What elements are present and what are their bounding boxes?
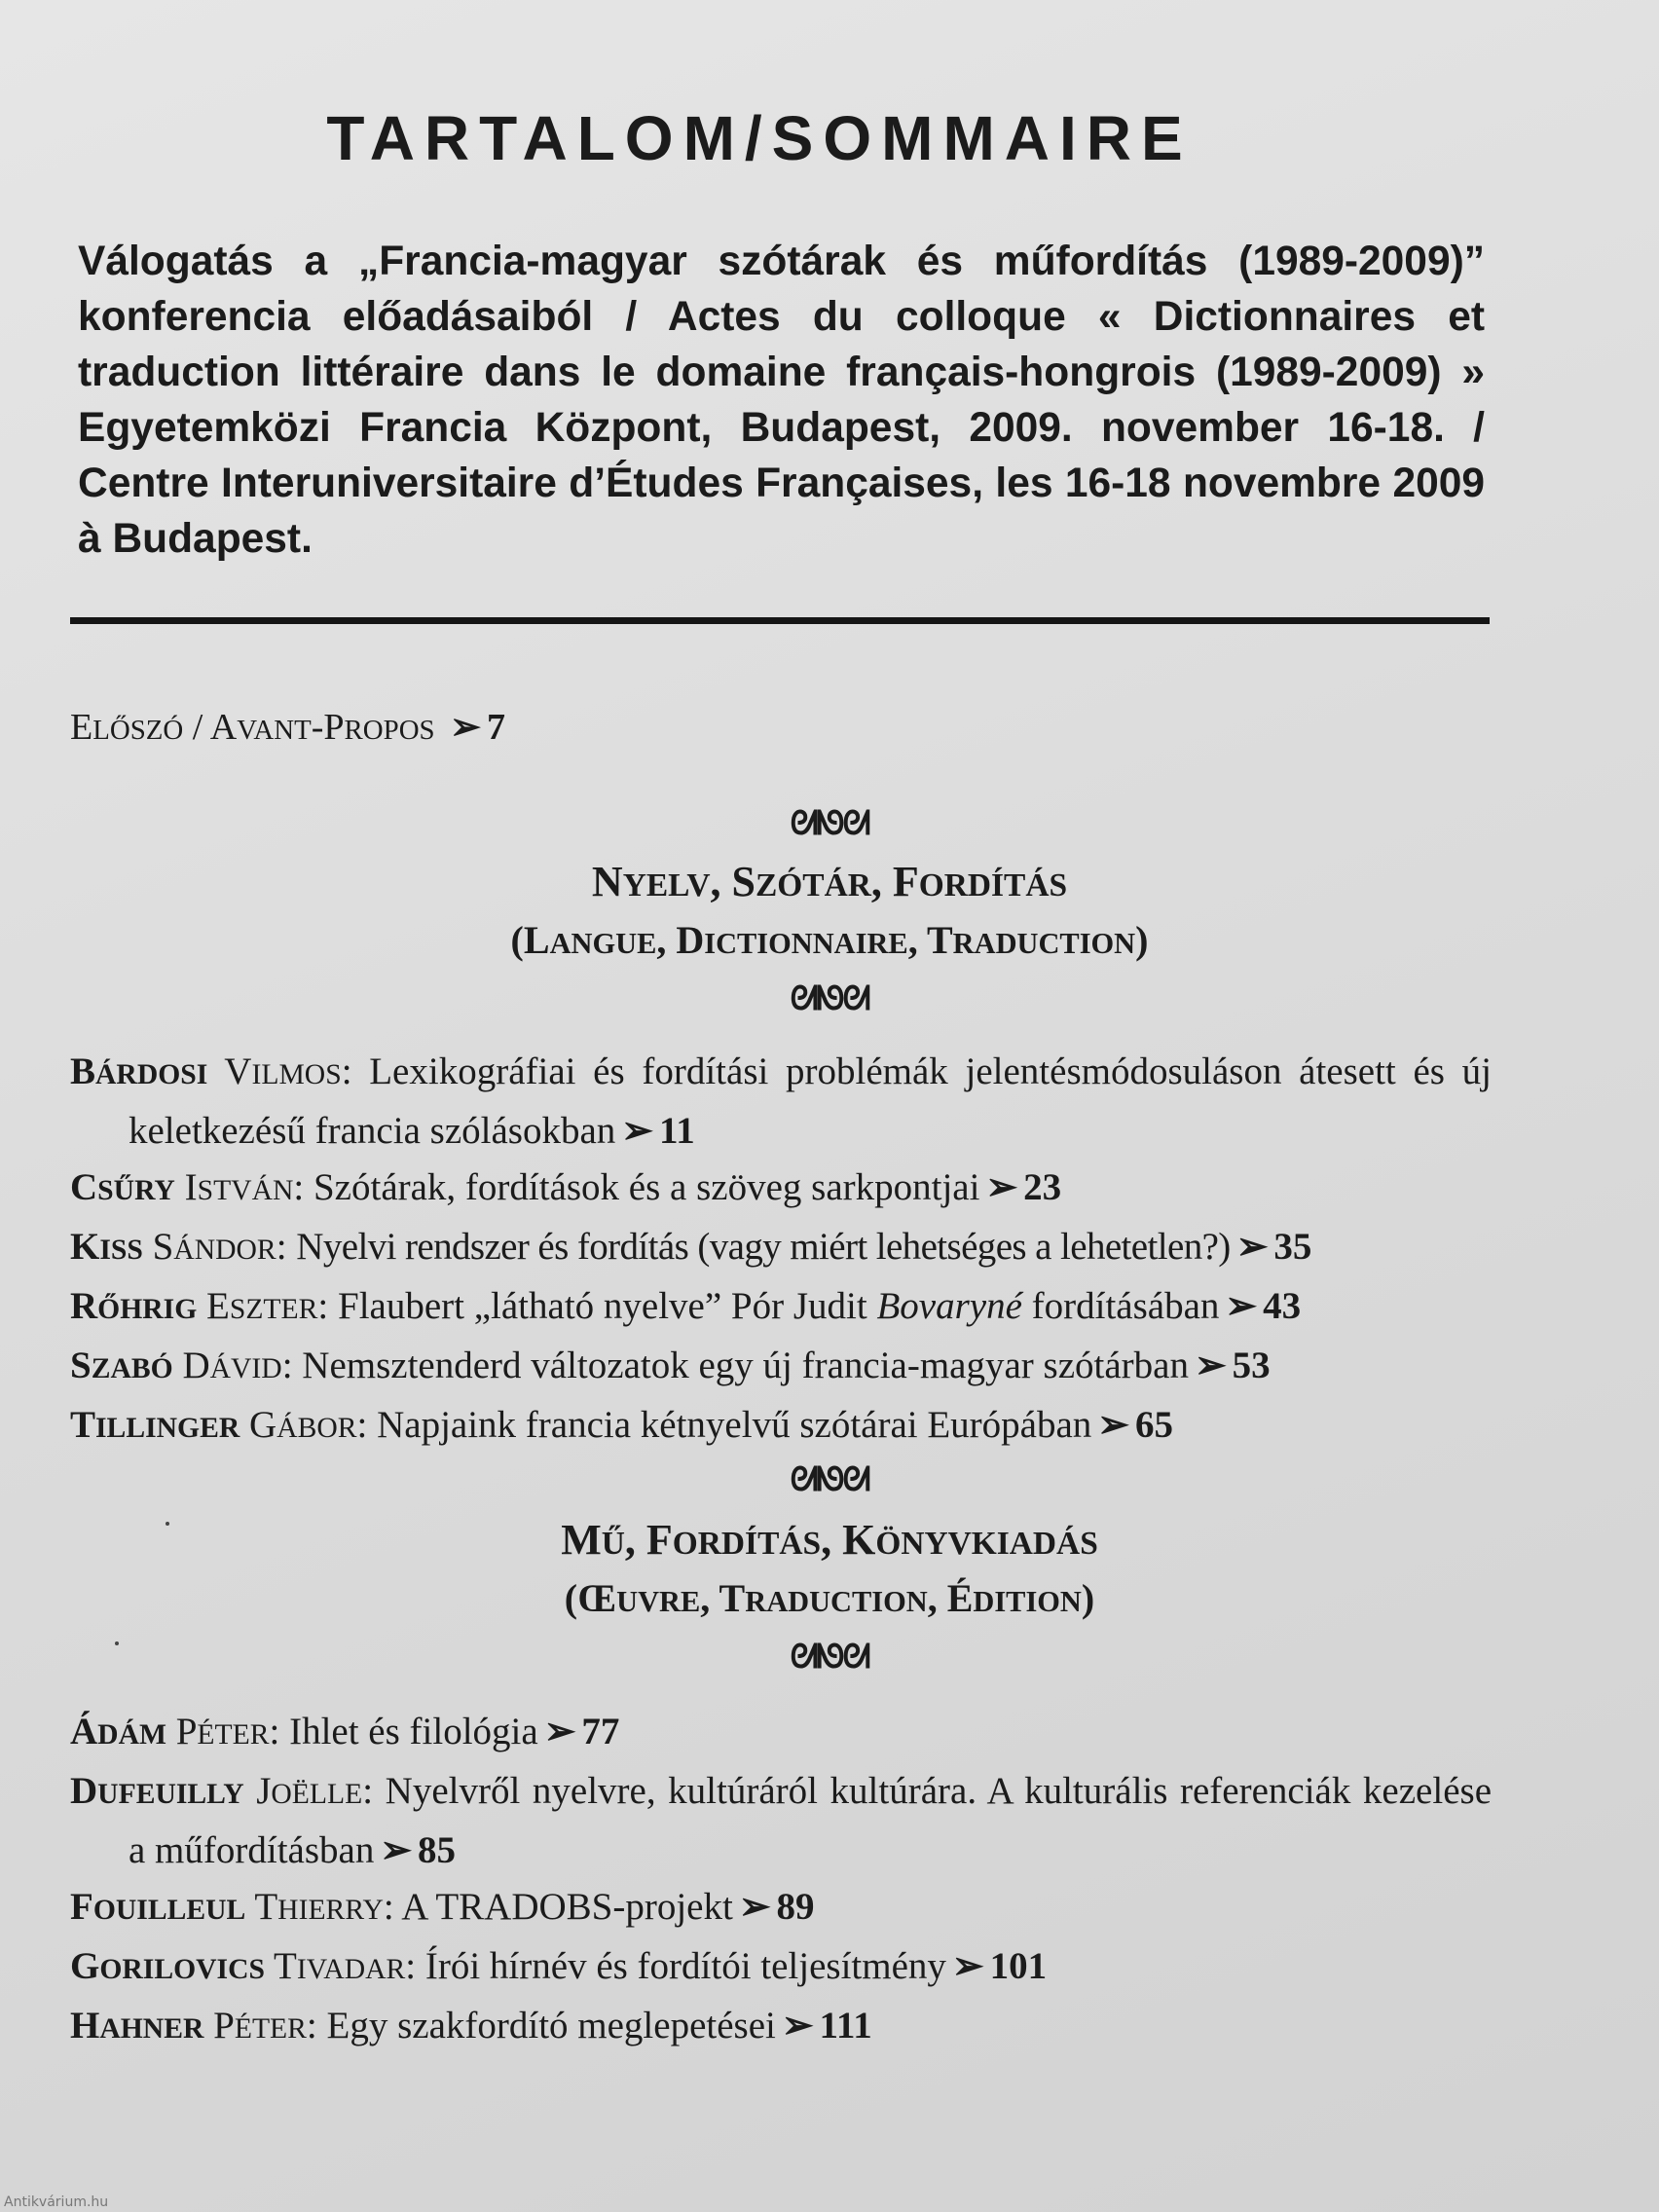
foreword-hu: ELŐSZÓ [70, 707, 184, 748]
section-2-entries [70, 1704, 1492, 2057]
entry-author [70, 1945, 405, 1987]
entry-page: 85 [418, 1829, 457, 1871]
author-firstname: TIVADAR [274, 1945, 406, 1987]
conference-description: Válogatás a „Francia-magyar szótárak és műfordítás (1989-2009)” konferencia előadásaiból / Actes du colloque « Dictionnaires et traduction littéraire dans le domaine français-hongrois (1989-2009) » Egyetemközi Francia Központ, Budapest, 2009. november 16-18. / Centre Interuniversitaire d’Études Françaises, les 16-18 novembre 2009 à Budapest. [78, 239, 1485, 562]
author-surname: HAHNER [70, 2005, 204, 2046]
entry-title: Nyelvi rendszer és fordítás (vagy miért lehetséges a lehetetlen?) [296, 1226, 1231, 1268]
arrow-icon: ➢ [951, 1945, 984, 1987]
toc-entry: KISS SÁNDOR: Nyelvi rendszer és fordítás (vagy miért lehetséges a lehetetlen?) ➢ 35 [70, 1226, 1312, 1268]
entry-author [70, 1285, 317, 1327]
author-firstname: PÉTER [213, 2005, 307, 2046]
foreword-fr: AVANT-PROPOS [209, 707, 435, 748]
ornament-icon: ᘛᘚᘛ [790, 1460, 869, 1499]
arrow-icon: ➢ [985, 1166, 1018, 1208]
arrow-icon: ➢ [1225, 1285, 1258, 1327]
entry-page: 89 [776, 1886, 815, 1928]
ornament-icon: ᘛᘚᘛ [790, 979, 869, 1018]
author-surname: KISS [70, 1226, 143, 1268]
entry-author [70, 1711, 270, 1752]
author-firstname: ESZTER [206, 1285, 318, 1327]
entry-page: 43 [1263, 1285, 1302, 1327]
entry-title: Írói hírnév és fordítói teljesítmény [424, 1945, 946, 1987]
entry-title [338, 1285, 1219, 1327]
author-firstname: ISTVÁN [184, 1166, 294, 1208]
author-firstname: GÁBOR [248, 1404, 357, 1446]
entry-title: Nyelvről nyelvre, kultúráról kultúrára. A kulturális referenciák kezelése a műfordításban [129, 1770, 1492, 1871]
author-surname: RŐHRIG [70, 1285, 198, 1327]
section-1-subtitle [0, 917, 1659, 963]
entry-title-part: fordításában [1021, 1285, 1220, 1327]
author-surname: DUFEUILLY [70, 1770, 244, 1812]
toc-entry: SZABÓ DÁVID: Nemsztenderd változatok egy új francia-magyar szótárban ➢ 53 [70, 1345, 1271, 1386]
section-2-subtitle [0, 1575, 1659, 1621]
foreword-entry [70, 705, 505, 749]
entry-title: Ihlet és filológia [289, 1711, 538, 1752]
arrow-icon: ➢ [543, 1711, 576, 1752]
author-surname: GORILOVICS [70, 1945, 265, 1987]
toc-entry: DUFEUILLY JOËLLE: Nyelvről nyelvre, kultúráról kultúrára. A kulturális referenciák kezelése a műfordításban ➢ 85 [70, 1770, 1492, 1871]
author-surname: TILLINGER [70, 1404, 240, 1446]
entry-author [70, 1404, 357, 1446]
arrow-icon: ➢ [1235, 1226, 1269, 1268]
entry-page: 35 [1273, 1226, 1312, 1268]
page-title: TARTALOM/SOMMAIRE [326, 103, 1193, 173]
section-1-title-text: NYELV, SZÓTÁR, FORDÍTÁS [591, 858, 1068, 905]
dust-speck [166, 1522, 169, 1526]
author-firstname: VILMOS [224, 1051, 342, 1092]
author-firstname: THIERRY [254, 1886, 384, 1928]
section-2-title [0, 1515, 1659, 1565]
entry-page: 53 [1232, 1345, 1271, 1386]
entry-author [70, 1345, 282, 1386]
entry-author [70, 2005, 307, 2046]
author-surname: SZABÓ [70, 1345, 173, 1386]
entry-title-part: Flaubert „látható nyelve” Pór Judit [338, 1285, 877, 1327]
entry-page: 111 [819, 2005, 872, 2046]
entry-title: A TRADOBS-projekt [401, 1886, 733, 1928]
foreword-separator: / [183, 707, 210, 748]
arrow-icon: ➢ [781, 2005, 814, 2046]
ornament-icon: ᘛᘚᘛ [790, 1638, 869, 1677]
section-1-entries [70, 1044, 1492, 1456]
entry-title: Napjaink francia kétnyelvű szótárai Európában [377, 1404, 1092, 1446]
divider-rule [70, 617, 1490, 624]
entry-page: 101 [989, 1945, 1048, 1987]
author-firstname: PÉTER [175, 1711, 270, 1752]
entry-title: Szótárak, fordítások és a szöveg sarkpontjai [313, 1166, 980, 1208]
author-surname: BÁRDOSI [70, 1051, 208, 1092]
section-2-title-text: MŰ, FORDÍTÁS, KÖNYVKIADÁS [561, 1516, 1098, 1564]
toc-entry: ÁDÁM PÉTER: Ihlet és filológia ➢ 77 [70, 1711, 620, 1752]
watermark: Antikvárium.hu [4, 2194, 109, 2210]
section-2-subtitle-text: (ŒUVRE, TRADUCTION, ÉDITION) [564, 1576, 1095, 1620]
ornament-icon: ᘛᘚᘛ [790, 804, 869, 843]
dust-speck [115, 1641, 119, 1645]
section-1-subtitle-text: (LANGUE, DICTIONNAIRE, TRADUCTION) [510, 918, 1149, 962]
entry-author [70, 1770, 362, 1812]
arrow-icon: ➢ [1194, 1345, 1227, 1386]
section-1-title [0, 857, 1659, 906]
toc-entry: BÁRDOSI VILMOS: Lexikográfiai és fordítási problémák jelentésmódosuláson átesett és új keletkezésű francia szólásokban ➢ 11 [70, 1051, 1492, 1152]
toc-entry: CSŰRY ISTVÁN: Szótárak, fordítások és a szöveg sarkpontjai ➢ 23 [70, 1166, 1062, 1208]
entry-page: 77 [581, 1711, 620, 1752]
toc-entry: GORILOVICS TIVADAR: Írói hírnév és fordítói teljesítmény ➢ 101 [70, 1945, 1048, 1987]
arrow-icon: ➢ [738, 1886, 771, 1928]
toc-entry: HAHNER PÉTER: Egy szakfordító meglepetései ➢ 111 [70, 2005, 872, 2046]
entry-title: Lexikográfiai és fordítási problémák jelentésmódosuláson átesett és új keletkezésű francia szólásokban [129, 1051, 1492, 1152]
toc-entry: FOUILLEUL THIERRY: A TRADOBS-projekt ➢ 89 [70, 1886, 815, 1928]
author-firstname: JOËLLE [256, 1770, 363, 1812]
author-firstname: SÁNDOR [152, 1226, 276, 1268]
entry-page: 65 [1134, 1404, 1173, 1446]
entry-page: 23 [1023, 1166, 1062, 1208]
arrow-icon: ➢ [1097, 1404, 1129, 1446]
author-surname: ÁDÁM [70, 1711, 166, 1752]
author-surname: CSŰRY [70, 1166, 175, 1208]
toc-entry: TILLINGER GÁBOR: Napjaink francia kétnyelvű szótárai Európában ➢ 65 [70, 1404, 1173, 1446]
entry-title-italic: Bovaryné [876, 1285, 1022, 1327]
author-surname: FOUILLEUL [70, 1886, 246, 1928]
entry-title: Egy szakfordító meglepetései [326, 2005, 776, 2046]
entry-page: 11 [658, 1110, 695, 1152]
author-firstname: DÁVID [182, 1345, 282, 1386]
arrow-icon: ➢ [450, 707, 481, 748]
entry-author [70, 1226, 276, 1268]
foreword-page: 7 [486, 707, 505, 748]
entry-author [70, 1166, 293, 1208]
entry-title: Nemsztenderd változatok egy új francia-magyar szótárban [302, 1345, 1189, 1386]
toc-entry: RŐHRIG ESZTER: Flaubert „látható nyelve” Pór Judit Bovaryné fordításában ➢ 43 [70, 1285, 1302, 1327]
entry-author [70, 1886, 384, 1928]
arrow-icon: ➢ [621, 1110, 653, 1152]
arrow-icon: ➢ [380, 1829, 413, 1871]
entry-author [70, 1051, 342, 1092]
